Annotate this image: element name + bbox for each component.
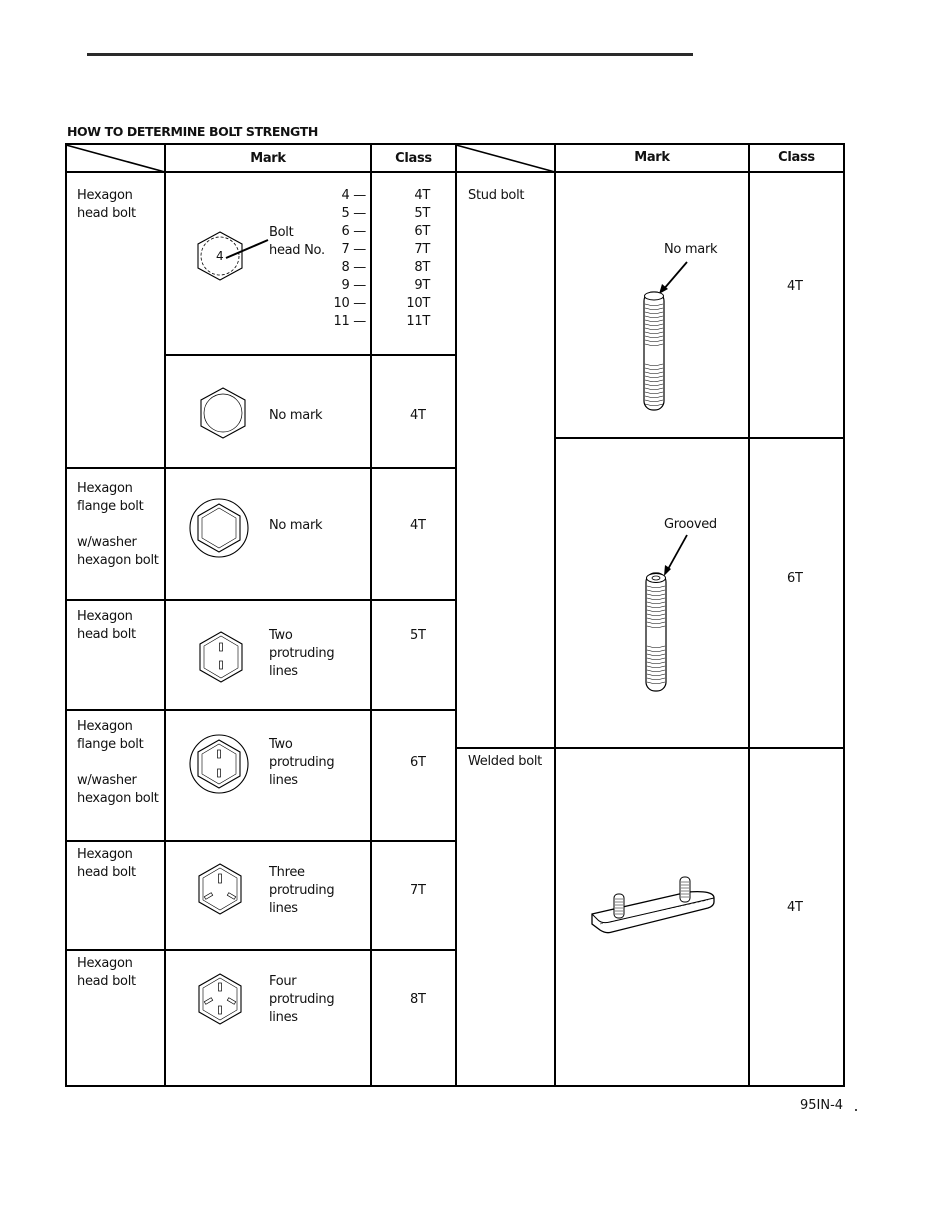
row6-mark [269,864,334,918]
row7-type [77,955,136,991]
mark-line: Two [269,628,293,643]
type-line: head bolt [77,974,136,989]
type-line: Hexagon [77,481,133,496]
stud-no-mark-label: No mark [664,242,718,257]
three-lines-head-icon [194,862,246,918]
mark-line: lines [269,773,298,788]
class-item: 5T [414,206,430,221]
class-item: 8T [414,260,430,275]
header-diagonal-left [66,145,165,172]
mark-line: protruding [269,646,335,661]
header-class-right: Class [778,150,815,165]
head-number-list [310,187,366,331]
row3-mark: No mark [269,518,323,533]
header-mark-left: Mark [250,151,286,166]
row4-mark [269,627,334,681]
head-number-item: 8 — [341,260,366,275]
class-item: 10T [406,296,430,311]
welded-bolt-type: Welded bolt [468,754,542,769]
callout-line: head No. [269,243,325,258]
type-line: flange bolt [77,737,144,752]
header-class-left: Class [395,151,432,166]
row3-type [77,480,159,570]
welded-bolt-icon [588,870,720,942]
class-item: 6T [414,224,430,239]
head-number-item: 11 — [333,314,366,329]
row6-class: 7T [410,883,426,898]
stud-bolt-grooved-icon [630,533,700,698]
stud-bolt-type: Stud bolt [468,188,525,203]
class-item: 4T [414,188,430,203]
type-line: Hexagon [77,609,133,624]
row6-type [77,846,136,882]
figure-code: 95IN-4 [800,1098,844,1113]
bolt-head-number: 4 [216,249,224,263]
head-number-item: 4 — [341,188,366,203]
mark-line: Three [269,865,305,880]
header-diagonal-right [456,145,555,172]
stud-grooved-class: 6T [787,571,803,586]
type-line: head bolt [77,206,136,221]
class-item: 11T [406,314,430,329]
type-line: Hexagon [77,188,133,203]
stud-grooved-label: Grooved [664,517,717,532]
type-line: head bolt [77,865,136,880]
type-line: w/washer [77,773,137,788]
type-line: w/washer [77,535,137,550]
mark-line: protruding [269,883,335,898]
type-line: Hexagon [77,719,133,734]
welded-bolt-class: 4T [787,900,803,915]
four-lines-head-icon [194,972,246,1028]
flange-two-lines-icon [188,733,250,795]
mark-line: lines [269,1010,298,1025]
row5-mark [269,736,334,790]
mark-line: protruding [269,992,335,1007]
row2-class: 4T [410,408,426,423]
row7-class: 8T [410,992,426,1007]
head-number-item: 7 — [341,242,366,257]
mark-line: lines [269,901,298,916]
header-mark-right: Mark [634,150,670,165]
mark-line: protruding [269,755,335,770]
row1-type [77,187,136,223]
mark-line: Four [269,974,297,989]
row4-type [77,608,136,644]
head-number-item: 5 — [341,206,366,221]
type-line: flange bolt [77,499,144,514]
mark-line: lines [269,664,298,679]
class-item: 9T [414,278,430,293]
class-list [400,187,430,331]
flange-bolt-no-mark-icon [188,497,250,559]
type-line: Hexagon [77,956,133,971]
row2-mark: No mark [269,408,323,423]
row3-class: 4T [410,518,426,533]
head-number-item: 9 — [341,278,366,293]
two-lines-head-icon [196,630,246,686]
head-number-item: 6 — [341,224,366,239]
bolt-head-number-icon [190,228,280,288]
class-item: 7T [414,242,430,257]
type-spacer [77,516,159,534]
stud-bolt-no-mark-icon [630,258,700,418]
mark-line: Two [269,737,293,752]
scan-speck [855,1109,857,1111]
callout-line: Bolt [269,225,294,240]
type-line: hexagon bolt [77,553,159,568]
type-spacer [77,754,159,772]
stud-no-mark-class: 4T [787,279,803,294]
hex-head-no-mark-icon [195,386,251,442]
type-line: hexagon bolt [77,791,159,806]
type-line: Hexagon [77,847,133,862]
row7-mark [269,973,334,1027]
row5-type [77,718,159,808]
row5-class: 6T [410,755,426,770]
head-number-item: 10 — [333,296,366,311]
row4-class: 5T [410,628,426,643]
type-line: head bolt [77,627,136,642]
page-title: HOW TO DETERMINE BOLT STRENGTH [67,124,318,139]
